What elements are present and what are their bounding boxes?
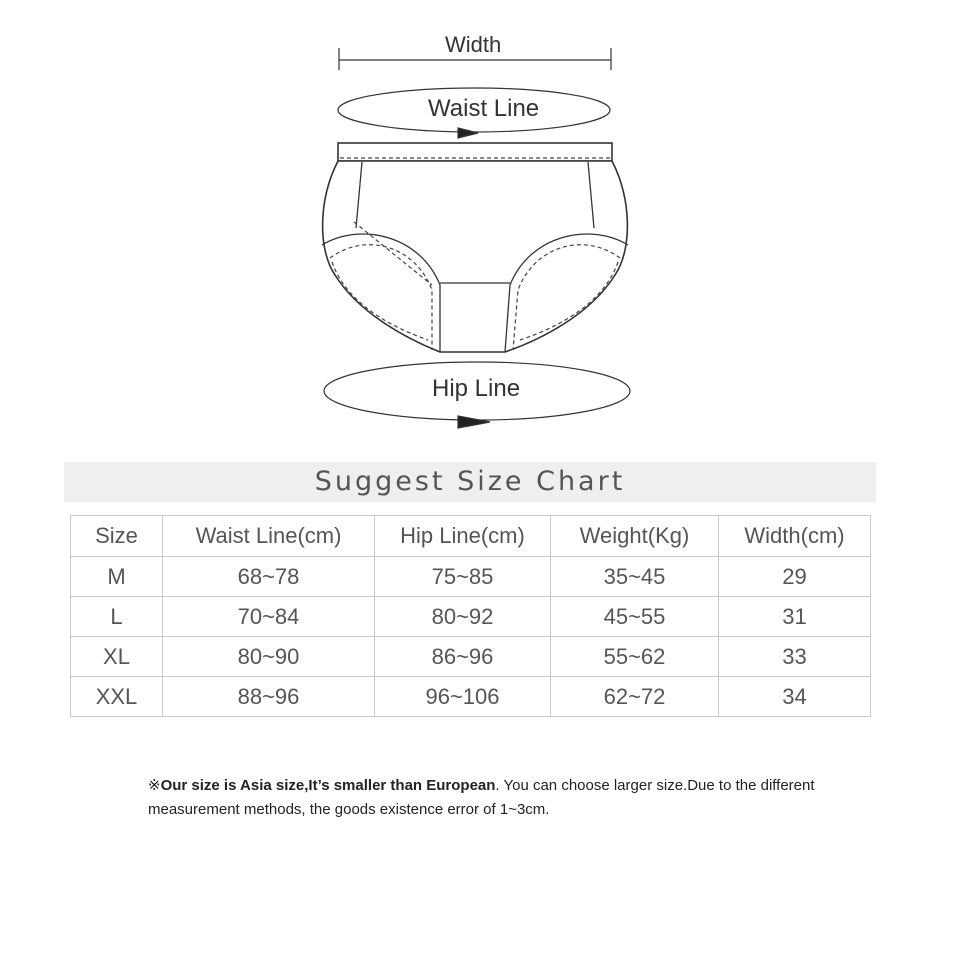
size-table (70, 515, 871, 717)
cell-weight: 45~55 (551, 597, 719, 637)
cell-waist: 68~78 (163, 557, 375, 597)
waist-line-label: Waist Line (428, 95, 540, 122)
cell-hip: 96~106 (375, 677, 551, 717)
table-header-row (71, 516, 871, 557)
cell-width: 33 (719, 637, 871, 677)
briefs-outline (323, 143, 628, 352)
size-chart-title-bar (64, 462, 876, 502)
cell-size: L (71, 597, 163, 637)
width-label: Width (445, 32, 502, 57)
cell-size: M (71, 557, 163, 597)
header-waist-line: Waist Line(cm) (163, 516, 375, 557)
header-width: Width(cm) (719, 516, 871, 557)
cell-hip: 86~96 (375, 637, 551, 677)
cell-waist: 70~84 (163, 597, 375, 637)
cell-weight: 55~62 (551, 637, 719, 677)
table-row (71, 597, 871, 637)
header-hip-line: Hip Line(cm) (375, 516, 551, 557)
cell-waist: 80~90 (163, 637, 375, 677)
hip-line-label: Hip Line (432, 375, 521, 402)
cell-size: XXL (71, 677, 163, 717)
cell-width: 34 (719, 677, 871, 717)
cell-weight: 62~72 (551, 677, 719, 717)
table-row (71, 557, 871, 597)
size-chart-title: Suggest Size Chart (314, 466, 626, 497)
header-size: Size (71, 516, 163, 557)
table-row (71, 677, 871, 717)
note-symbol: ※ (148, 777, 161, 794)
size-note (148, 774, 828, 822)
garment-diagram (0, 0, 960, 440)
note-rest-text: . You can choose larger size.Due to the different measurement methods, the goods existence error of 1~3cm. (148, 777, 815, 818)
cell-weight: 35~45 (551, 557, 719, 597)
cell-width: 29 (719, 557, 871, 597)
header-weight: Weight(Kg) (551, 516, 719, 557)
cell-waist: 88~96 (163, 677, 375, 717)
note-bold-text: Our size is Asia size,It’s smaller than European (160, 777, 496, 794)
cell-hip: 75~85 (375, 557, 551, 597)
cell-width: 31 (719, 597, 871, 637)
cell-hip: 80~92 (375, 597, 551, 637)
cell-size: XL (71, 637, 163, 677)
briefs-illustration (0, 0, 960, 440)
table-row (71, 637, 871, 677)
